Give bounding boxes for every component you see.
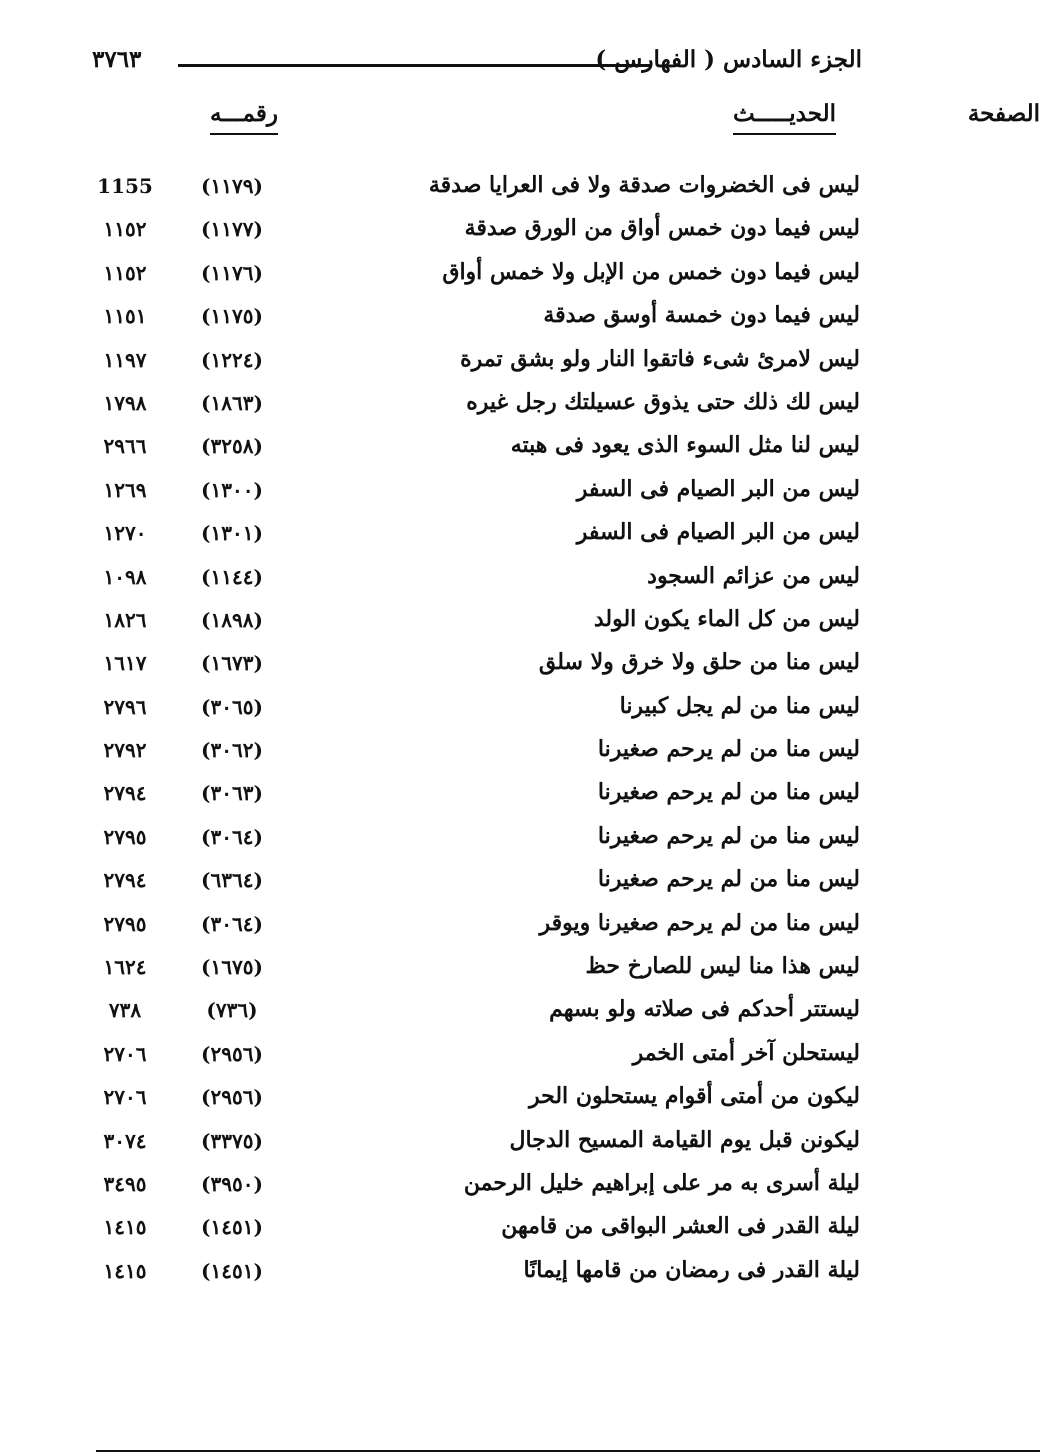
- hadith-number: (٣٠٦٤): [201, 911, 263, 936]
- page-ref: ١١٩٧: [103, 347, 147, 372]
- table-row: [60, 1164, 860, 1207]
- table-row: [60, 1121, 860, 1164]
- hadith-number: (١١٧٩): [201, 174, 263, 198]
- column-header-hadith: الحديـــــث: [733, 100, 836, 135]
- table-row: [60, 253, 860, 296]
- hadith-text: ليس من البر الصيام فى السفر: [576, 519, 860, 546]
- hadith-number: (١١٤٤): [201, 564, 263, 589]
- page-ref: ٣٤٩٥: [103, 1171, 147, 1196]
- hadith-text: ليس منا من لم يرحم صغيرنا: [597, 822, 860, 849]
- page-ref: ١٢٧٠: [103, 521, 147, 546]
- table-row: [60, 643, 860, 686]
- column-header-number: رقمـــه: [210, 100, 278, 135]
- hadith-number: (١٤٥١): [201, 1215, 263, 1240]
- hadith-number: (١١٧٧): [201, 217, 263, 242]
- page-ref: ١١٥٢: [103, 217, 147, 242]
- table-row: [60, 557, 860, 600]
- hadith-text: ليس هذا منا ليس للصارخ حظ: [585, 953, 860, 980]
- page-ref: ٢٧٠٦: [103, 1041, 147, 1066]
- hadith-text: ليس لنا مثل السوء الذى يعود فى هبته: [510, 432, 860, 459]
- hadith-number: (٦٣٦٤): [201, 868, 263, 893]
- page-ref: ٣٠٧٤: [103, 1128, 147, 1153]
- hadith-number: (١٣٠١): [201, 521, 263, 546]
- page-ref: ١٠٩٨: [103, 564, 147, 589]
- hadith-text: ليس من كل الماء يكون الولد: [593, 605, 860, 632]
- table-row: [60, 687, 860, 730]
- page-ref: ٧٣٨: [108, 998, 142, 1023]
- page-ref: ٢٧٩٥: [103, 824, 147, 849]
- table-row: [60, 947, 860, 990]
- running-header: [92, 46, 862, 82]
- table-row: [60, 904, 860, 947]
- hadith-number: (٣٣٧٥): [201, 1128, 263, 1153]
- table-row: [60, 1077, 860, 1120]
- running-title: الجزء السادس ( الفهارس ): [595, 46, 862, 73]
- page-ref: ٢٩٦٦: [103, 434, 147, 459]
- hadith-text: ليستتر أحدكم فى صلاته ولو بسهم: [549, 996, 860, 1023]
- table-row: [60, 990, 860, 1033]
- hadith-text: ليس فيما دون خمسة أوسق صدقة: [543, 302, 860, 329]
- hadith-text: ليس منا من لم يرحم صغيرنا: [597, 866, 860, 893]
- hadith-text: ليس لك ذلك حتى يذوق عسيلتك رجل غيره: [466, 388, 860, 415]
- hadith-text: ليس فيما دون خمس أواق من الورق صدقة: [464, 215, 860, 242]
- table-row: [60, 1251, 860, 1294]
- page-ref: ١٧٩٨: [103, 390, 147, 415]
- hadith-number: (١١٧٥): [201, 304, 263, 329]
- hadith-number: (١٦٧٥): [201, 955, 263, 980]
- hadith-text: ليس منا من حلق ولا خرق ولا سلق: [538, 649, 860, 676]
- table-row: [60, 296, 860, 339]
- table-row: [60, 166, 860, 209]
- page-ref: ١٤١٥: [103, 1215, 147, 1240]
- hadith-text: ليس من البر الصيام فى السفر: [576, 475, 860, 502]
- hadith-text: ليستحلن آخر أمتى الخمر: [632, 1039, 860, 1066]
- page-ref: ١٨٢٦: [103, 607, 147, 632]
- table-row: [60, 209, 860, 252]
- table-row: [60, 513, 860, 556]
- table-row: [60, 860, 860, 903]
- hadith-number: (٧٣٦): [206, 998, 258, 1023]
- hadith-text: ليس منا من لم يرحم صغيرنا: [597, 736, 860, 763]
- hadith-number: (١٨٩٨): [201, 607, 263, 632]
- hadith-text: ليلة القدر فى العشر البواقى من قامهن: [501, 1213, 860, 1240]
- page-ref: ٢٧٩٢: [103, 738, 147, 763]
- hadith-number: (٣٠٦٢): [201, 738, 263, 763]
- page-ref: ١١٥١: [103, 304, 147, 329]
- hadith-text: ليس فيما دون خمس من الإبل ولا خمس أواق: [442, 258, 860, 285]
- table-row: [60, 600, 860, 643]
- hadith-number: (٣٩٥٠): [201, 1171, 263, 1196]
- page-ref: ٢٧٩٤: [103, 781, 147, 806]
- page-ref: ٢٧٩٤: [103, 868, 147, 893]
- page-number: ٣٧٦٣: [92, 46, 142, 73]
- hadith-number: (١٣٠٠): [201, 477, 263, 502]
- hadith-number: (٣٠٦٥): [201, 694, 263, 719]
- page-ref: ١٤١٥: [103, 1258, 147, 1283]
- hadith-text: ليلة القدر فى رمضان من قامها إيمانًا: [523, 1256, 860, 1283]
- page-ref: ١١٥٢: [103, 260, 147, 285]
- hadith-text: ليس من عزائم السجود: [647, 562, 860, 589]
- hadith-number: (٢٩٥٦): [201, 1041, 263, 1066]
- page-ref: 1155: [97, 174, 153, 198]
- hadith-number: (٣٠٦٤): [201, 824, 263, 849]
- hadith-number: (٣٠٦٣): [201, 781, 263, 806]
- hadith-text: ليكونن قبل يوم القيامة المسيح الدجال: [509, 1126, 860, 1153]
- column-header-page: الصفحة: [96, 100, 1040, 1452]
- hadith-text: ليلة أسرى به مر على إبراهيم خليل الرحمن: [463, 1169, 860, 1196]
- hadith-number: (١٢٢٤): [201, 347, 263, 372]
- hadith-number: (١٤٥١): [201, 1258, 263, 1283]
- table-row: [60, 1207, 860, 1250]
- hadith-number: (٢٩٥٦): [201, 1085, 263, 1110]
- table-row: [60, 773, 860, 816]
- header-rule: [178, 64, 650, 67]
- hadith-number: (١٨٦٣): [201, 390, 263, 415]
- page-ref: ١٦٢٤: [103, 955, 147, 980]
- hadith-text: ليس منا من لم يجل كبيرنا: [619, 692, 860, 719]
- page-ref: ٢٧٩٦: [103, 694, 147, 719]
- hadith-number: (٣٢٥٨): [201, 434, 263, 459]
- table-row: [60, 383, 860, 426]
- hadith-number: (١٦٧٣): [201, 651, 263, 676]
- page-ref: ٢٧٩٥: [103, 911, 147, 936]
- hadith-text: ليس فى الخضروات صدقة ولا فى العرايا صدقة: [428, 172, 860, 198]
- table-row: [60, 340, 860, 383]
- index-table: [60, 166, 860, 1294]
- hadith-number: (١١٧٦): [201, 260, 263, 285]
- hadith-text: ليس منا من لم يرحم صغيرنا: [597, 779, 860, 806]
- table-row: [60, 426, 860, 469]
- hadith-text: ليس منا من لم يرحم صغيرنا ويوقر: [539, 909, 860, 936]
- hadith-text: ليكون من أمتى أقوام يستحلون الحر: [529, 1083, 860, 1110]
- page-ref: ١٦١٧: [103, 651, 147, 676]
- page-ref: ٢٧٠٦: [103, 1085, 147, 1110]
- table-row: [60, 1034, 860, 1077]
- table-row: [60, 817, 860, 860]
- page-ref: ١٢٦٩: [103, 477, 147, 502]
- table-row: [60, 730, 860, 773]
- hadith-text: ليس لامرئ شىء فاتقوا النار ولو بشق تمرة: [460, 345, 860, 372]
- table-row: [60, 470, 860, 513]
